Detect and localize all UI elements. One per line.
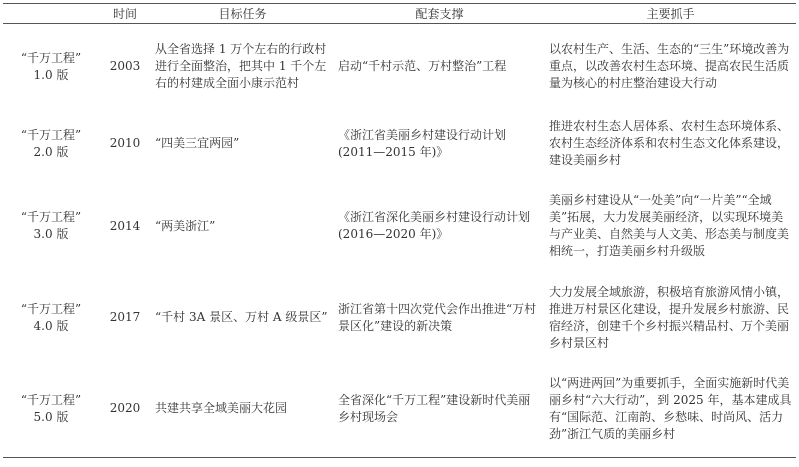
program-version: 2.0 版 — [33, 144, 69, 159]
version-cell — [3, 24, 99, 110]
table-row — [3, 275, 796, 361]
program-name: “千万工程” — [20, 301, 82, 316]
goal-cell: “千村 3A 景区、万村 A 级景区” — [155, 310, 328, 324]
table-row — [3, 361, 796, 458]
version-cell — [3, 275, 99, 361]
header-measures: 主要抓手 — [545, 4, 796, 24]
program-version: 1.0 版 — [33, 67, 69, 82]
goal-cell: “四美三宜两园” — [155, 136, 240, 150]
support-cell: 浙江省第十四次党代会作出推进“万村景区化”建设的新决策 — [338, 301, 537, 333]
support-cell: 启动“千村示范、万村整治”工程 — [338, 59, 507, 74]
year-cell: 2003 — [109, 59, 141, 74]
support-cell: 《浙江省深化美丽乡村建设行动计划(2016—2020 年)》 — [338, 210, 531, 241]
program-version: 4.0 版 — [33, 318, 69, 333]
measures-cell: 以“两进两回”为重要抓手，全面实施新时代美丽乡村“六大行动”，到 2025 年，基本建成具有“国际范、江南韵、乡愁味、时尚风、活力劲”浙江气质的美丽乡村 — [545, 361, 796, 458]
program-name: “千万工程” — [20, 50, 82, 65]
measures-cell: 推进农村生态人居体系、农村生态环境体系、农村生态经济体系和农村生态文化体系建设，建设美丽乡村 — [549, 119, 790, 167]
table-row — [3, 24, 796, 110]
header-support: 配套支撑 — [334, 4, 545, 24]
program-name: “千万工程” — [20, 210, 82, 224]
support-cell: 全省深化“千万工程”建设新时代美丽乡村现场会 — [334, 361, 545, 458]
version-cell — [3, 178, 99, 275]
header-row — [3, 4, 796, 24]
year-cell: 2014 — [109, 218, 141, 233]
program-version: 5.0 版 — [33, 409, 69, 424]
program-version: 3.0 版 — [33, 227, 69, 241]
header-goal: 目标任务 — [151, 4, 334, 24]
measures-cell: 以农村生产、生活、生态的“三生”环境改善为重点，以改善农村生态环境、提高农民生活质量为核心的村庄整治建设大行动 — [549, 42, 790, 91]
goal-cell: “两美浙江” — [155, 218, 216, 233]
goal-cell: 从全省选择 1 万个左右的行政村进行全面整治，把其中 1 千个左右的村建成全面小康示范村 — [155, 42, 327, 91]
year-cell: 2020 — [99, 361, 151, 458]
program-name: “千万工程” — [20, 392, 82, 407]
support-cell: 《浙江省美丽乡村建设行动计划(2011—2015 年)》 — [338, 127, 507, 159]
measures-cell: 美丽乡村建设从“一处美”向“一片美”“全域美”拓展，大力发展美丽经济，以实现环境美与产业美、自然美与人文美、形态美与制度美相统一，打造美丽乡村升级版 — [549, 193, 790, 258]
year-cell: 2010 — [109, 136, 141, 150]
table-row — [3, 110, 796, 178]
header-version — [3, 4, 99, 24]
table-row — [3, 178, 796, 275]
header-year: 时间 — [99, 4, 151, 24]
version-cell — [3, 361, 99, 458]
goal-cell: 共建共享全域美丽大花园 — [151, 361, 334, 458]
measures-cell: 大力发展全域旅游，积极培育旅游风情小镇，推进万村景区化建设，提升发展乡村旅游、民宿经济，创建千个乡村振兴精品村、万个美丽乡村景区村 — [549, 284, 790, 350]
year-cell: 2017 — [109, 310, 141, 324]
version-cell — [3, 110, 99, 178]
policy-table — [3, 3, 796, 458]
program-name: “千万工程” — [20, 127, 82, 142]
